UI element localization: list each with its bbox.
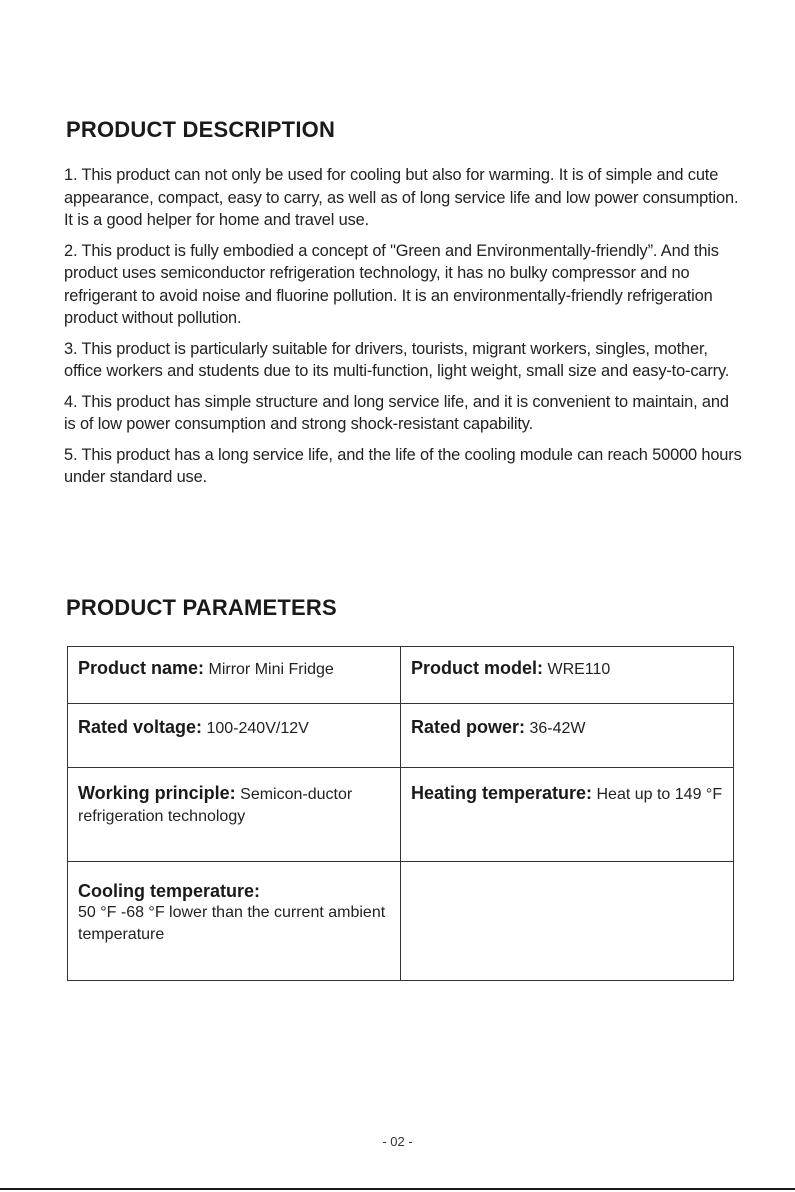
description-paragraph: 5. This product has a long service life, and the life of the cooling module can reach 50000 hours under standard use.	[64, 445, 742, 486]
param-value: 36-42W	[529, 720, 586, 737]
table-row	[68, 704, 734, 768]
table-cell-empty	[401, 862, 734, 981]
param-label: Rated voltage:	[78, 717, 203, 737]
param-value: Heat up to 149 °F	[596, 786, 723, 803]
param-label: Rated power:	[411, 717, 526, 737]
description-list	[64, 164, 744, 497]
bottom-divider	[0, 1188, 795, 1190]
page-number: - 02 -	[382, 1134, 413, 1149]
param-label: Working principle:	[78, 783, 236, 803]
table-row	[68, 862, 734, 981]
section-title-product-parameters: PRODUCT PARAMETERS	[66, 595, 337, 620]
table-row	[68, 647, 734, 704]
section-title-product-description: PRODUCT DESCRIPTION	[66, 117, 336, 142]
table-cell-heating-temperature	[401, 768, 734, 862]
param-label: Product model:	[411, 658, 544, 678]
table-cell-working-principle	[68, 768, 401, 862]
table-row	[68, 768, 734, 862]
description-paragraph: 2. This product is fully embodied a concept of "Green and Environmentally-friendly”. And this product uses semiconductor refrigeration technology, it has no bulky compressor and no refrigerant to avoid noise and fluorine pollution. It is an environmentally-friendly refrigeration product without pollution.	[64, 241, 719, 327]
description-paragraph: 1. This product can not only be used for cooling but also for warming. It is of simple and cute appearance, compact, easy to carry, as well as of long service life and low power consumption. It is a good helper for home and travel use.	[64, 166, 739, 229]
table-cell-product-name	[68, 647, 401, 704]
param-label: Cooling temperature:	[78, 881, 261, 901]
table-cell-rated-power	[401, 704, 734, 768]
param-value: Semicon-ductor refrigeration technology	[78, 786, 353, 825]
param-value: 50 °F -68 °F lower than the current ambient temperature	[78, 904, 386, 943]
param-label: Heating temperature:	[411, 783, 593, 803]
param-value: WRE110	[547, 661, 611, 678]
table-cell-product-model	[401, 647, 734, 704]
parameters-table	[67, 646, 734, 981]
description-paragraph: 3. This product is particularly suitable for drivers, tourists, migrant workers, singles, mother, office workers and students due to its multi-function, light weight, small size and easy-to-carry.	[64, 339, 730, 380]
table-cell-rated-voltage	[68, 704, 401, 768]
param-value: 100-240V/12V	[206, 720, 309, 737]
param-label: Product name:	[78, 658, 205, 678]
param-value: Mirror Mini Fridge	[208, 661, 334, 678]
table-cell-cooling-temperature	[68, 862, 401, 981]
description-paragraph: 4. This product has simple structure and long service life, and it is convenient to maintain, and is of low power consumption and strong shock-resistant capability.	[64, 392, 729, 433]
